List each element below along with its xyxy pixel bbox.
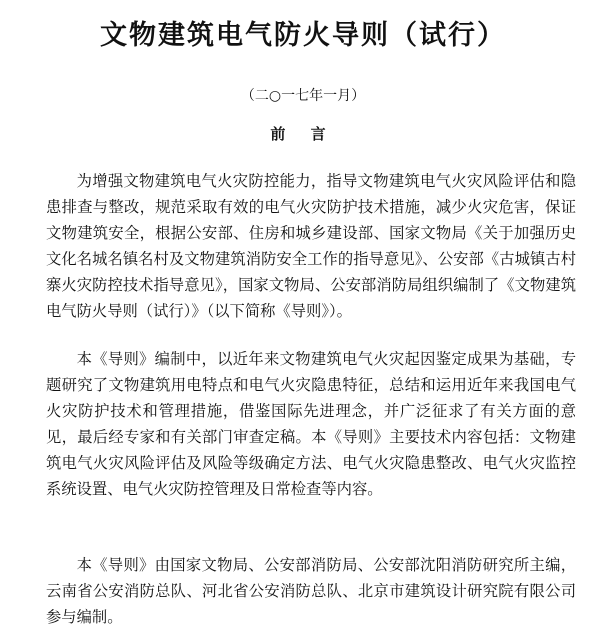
section-heading: 前 言 <box>270 125 336 143</box>
paragraph: 本《导则》编制中，以近年来文物建筑电气火灾起因鉴定成果为基础，专题研究了文物建筑用电特点和电气火灾隐患特征，总结和运用近年来我国电气火灾防护技术和管理措施，借鉴国际先进理念，并广泛征求了有关方面的意见，最后经专家和有关部门审查定稿。本《导则》主要技术内容包括：文物建筑电气火灾风险评估及风险等级确定方法、电气火灾隐患整改、电气火灾监控系统设置、电气火灾防控管理及日常检查等内容。 <box>46 350 576 498</box>
paragraph: 为增强文物建筑电气火灾防控能力，指导文物建筑电气火灾风险评估和隐患排查与整改，规范采取有效的电气火灾防护技术措施，减少火灾危害，保证文物建筑安全，根据公安部、住房和城乡建设部、国家文物局《关于加强历史文化名城名镇名村及文物建筑消防安全工作的指导意见》、公安部《古城镇古村寨火灾防控技术指导意见》，国家文物局、公安部消防局组织编制了《文物建筑电气防火导则（试行）》（以下简称《导则》）。 <box>46 172 576 320</box>
document-title: 文物建筑电气防火导则（试行） <box>100 20 506 51</box>
paragraph: 本《导则》由国家文物局、公安部消防局、公安部沈阳消防研究所主编，云南省公安消防总队、河北省公安消防总队、北京市建筑设计研究院有限公司参与编制。 <box>46 556 576 626</box>
document-date: （二○一七年一月） <box>240 88 366 104</box>
